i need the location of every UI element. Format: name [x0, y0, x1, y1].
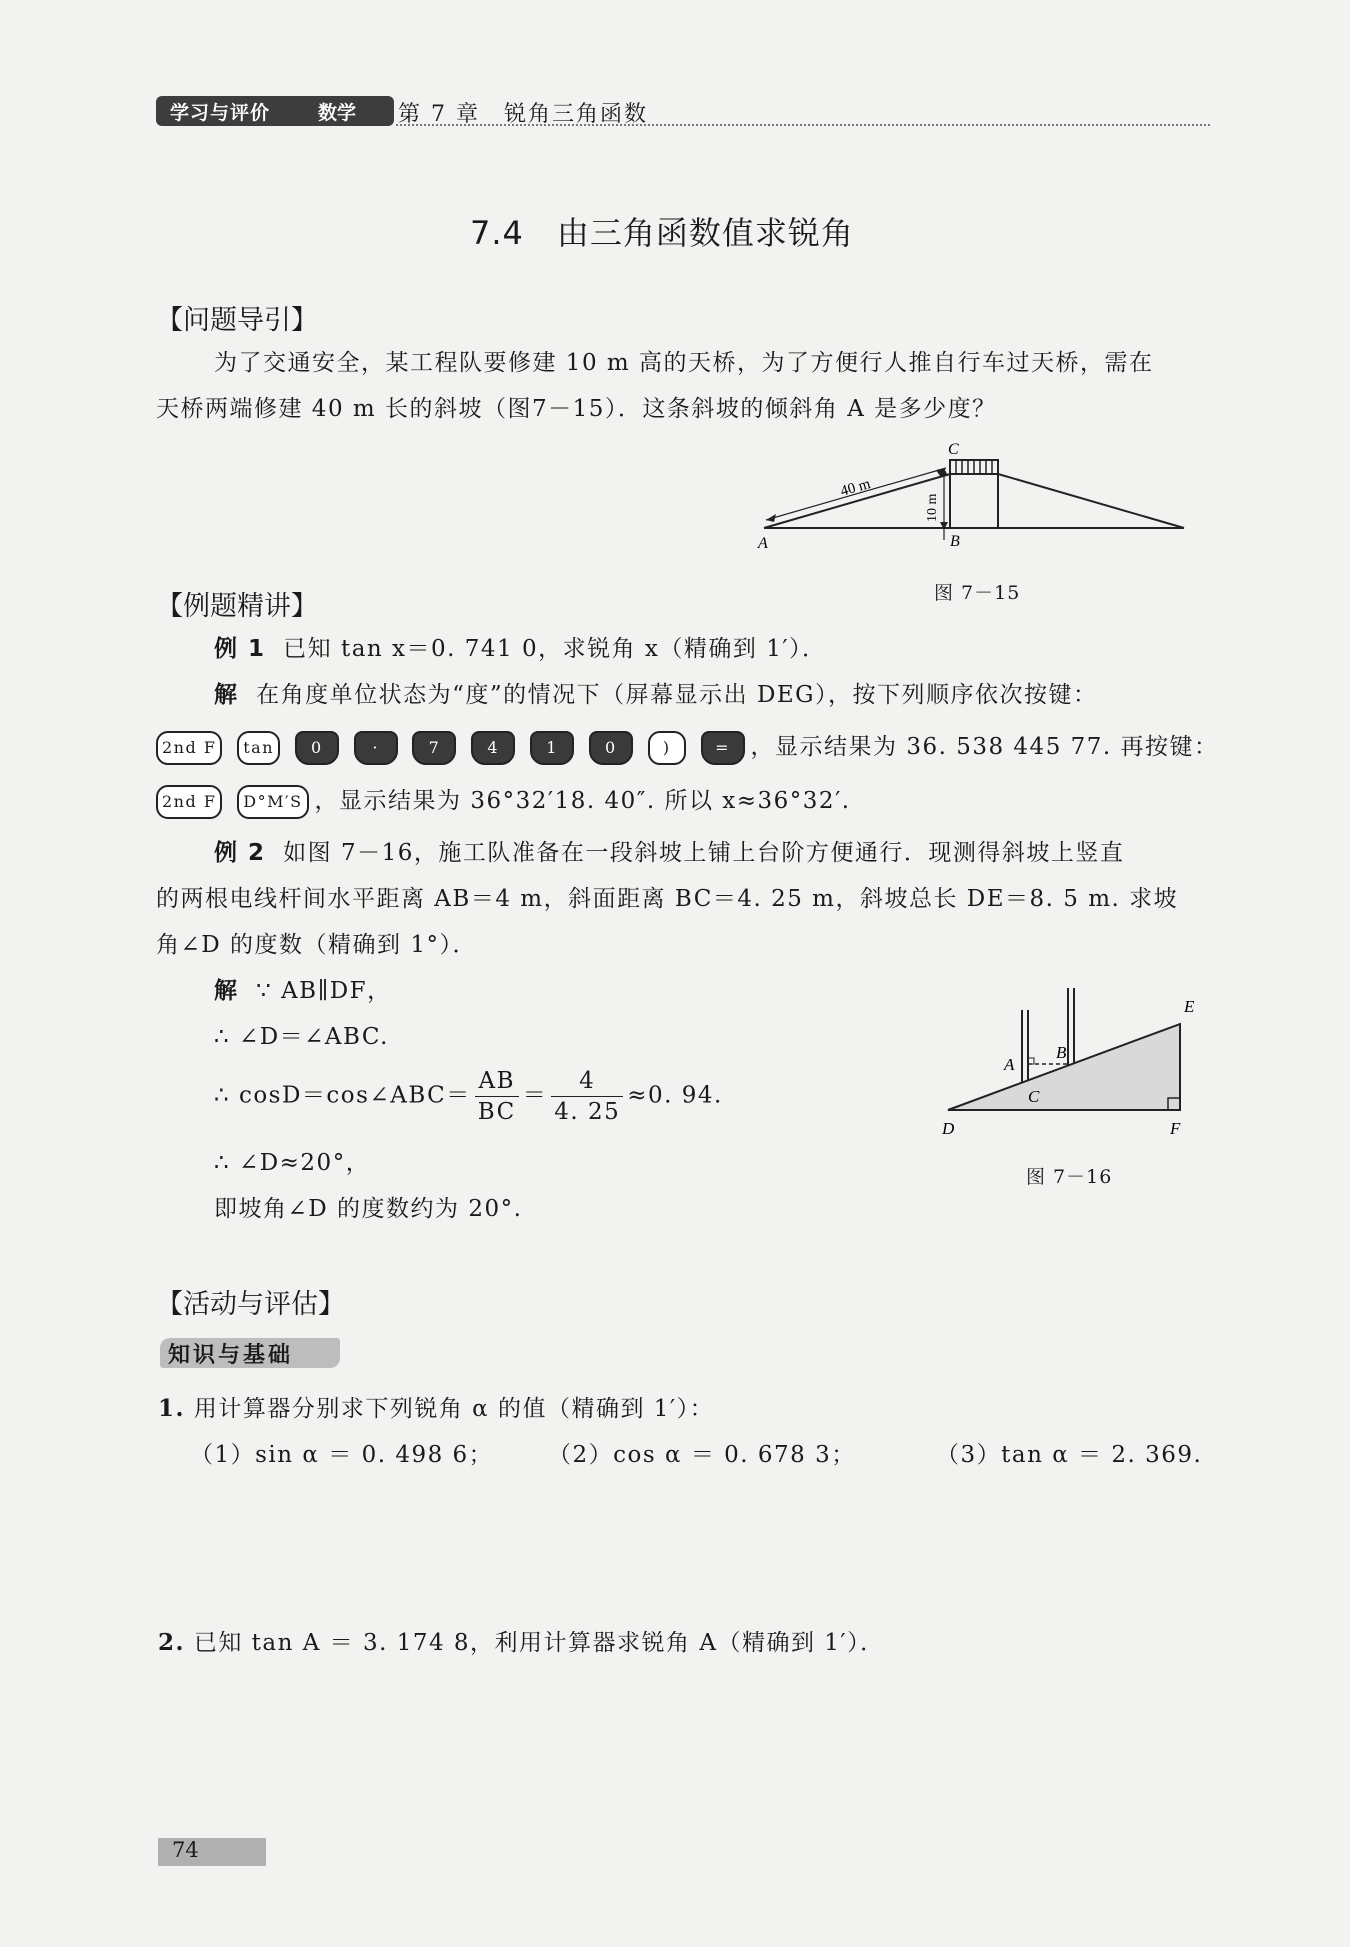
- fig16-label-d: D: [942, 1119, 955, 1138]
- key-0-second: 0: [589, 731, 633, 765]
- fraction-1-denominator: BC: [477, 1099, 516, 1125]
- question-1-number: 1.: [158, 1395, 186, 1422]
- fraction-2-denominator: 4. 25: [554, 1099, 621, 1125]
- fraction-4-425: [551, 1066, 623, 1127]
- key-2ndf-second: 2nd F: [156, 785, 222, 819]
- example-1-solution: [214, 672, 1098, 718]
- section-heading-intro: 【问题导引】: [156, 305, 318, 336]
- fig16-label-b: B: [1056, 1043, 1067, 1062]
- example-2-step-3-suffix: ≈0. 94.: [627, 1082, 723, 1109]
- key-dot: ·: [354, 731, 398, 765]
- key-7: 7: [412, 731, 456, 765]
- fraction-2-numerator: 4: [551, 1066, 623, 1097]
- question-1-part-2: （2）cos α ＝ 0. 678 3；: [548, 1442, 856, 1468]
- question-2-text: 已知 tan A ＝ 3. 174 8，利用计算器求锐角 A（精确到 1′）．: [193, 1630, 885, 1656]
- example-2-step-4: ∴ ∠D≈20°，: [214, 1150, 371, 1176]
- figure-7-15: [750, 440, 1200, 560]
- question-1-part-1: （1）sin α ＝ 0. 498 6；: [190, 1442, 494, 1468]
- header-subject: 数学: [318, 102, 357, 124]
- fig16-label-c: C: [1028, 1087, 1040, 1106]
- key-tan: tan: [237, 731, 280, 765]
- question-2-number: 2.: [158, 1629, 186, 1656]
- fraction-1-numerator: AB: [475, 1066, 519, 1097]
- example-2-step-3-eq: ＝: [522, 1082, 548, 1109]
- header-divider: [396, 124, 1210, 126]
- key-equals: =: [701, 731, 745, 765]
- example-2-step-3-prefix: ∴ cosD＝cos∠ABC＝: [214, 1082, 471, 1109]
- intro-line-1: 为了交通安全，某工程队要修建 10 m 高的天桥，为了方便行人推自行车过天桥，需在: [214, 350, 1154, 376]
- header-chapter: 第 7 章 锐角三角函数: [398, 102, 648, 127]
- knowledge-badge-label: 知识与基础: [168, 1343, 294, 1368]
- example-1-text: 已知 tan x＝0. 741 0，求锐角 x（精确到 1′）．: [283, 636, 827, 662]
- section-heading-examples: 【例题精讲】: [156, 591, 318, 622]
- figure-7-16-caption: 图 7－16: [1026, 1166, 1113, 1188]
- example-2-label: 例 2: [214, 840, 266, 866]
- example-2-conclusion: 即坡角∠D 的度数约为 20°.: [214, 1196, 523, 1222]
- key-0: 0: [295, 731, 339, 765]
- example-1-result: ，显示结果为 36°32′18. 40″. 所以 x≈36°32′.: [314, 788, 851, 814]
- header-book-title: 学习与评价: [170, 102, 271, 124]
- example-2: [214, 830, 1124, 876]
- question-2: [158, 1620, 885, 1666]
- example-2-line-3: 角∠D 的度数（精确到 1°）．: [156, 932, 477, 958]
- key-1: 1: [530, 731, 574, 765]
- question-1-text: 用计算器分别求下列锐角 α 的值（精确到 1′）：: [193, 1396, 715, 1422]
- example-1-key-sequence: [156, 724, 1219, 770]
- fig16-label-a: A: [1004, 1055, 1015, 1074]
- question-1: [158, 1386, 714, 1432]
- fig15-label-b: B: [950, 533, 960, 550]
- figure-7-16: [930, 980, 1200, 1140]
- example-1-label: 例 1: [214, 636, 266, 662]
- example-2-line-1: 如图 7－16，施工队准备在一段斜坡上铺上台阶方便通行．现测得斜坡上竖直: [283, 840, 1125, 866]
- example-1: [214, 626, 827, 672]
- fig16-label-e: E: [1184, 997, 1195, 1016]
- question-1-part-3: （3）tan α ＝ 2. 369.: [936, 1442, 1203, 1468]
- page-title: 7.4 由三角函数值求锐角: [470, 214, 854, 252]
- example-2-step-1-text: ∵ AB∥DF，: [256, 978, 392, 1004]
- example-1-key-sequence-2: [156, 778, 851, 824]
- example-1-solution-label: 解: [214, 682, 239, 708]
- example-2-line-2: 的两根电线杆间水平距离 AB＝4 m，斜面距离 BC＝4. 25 m，斜坡总长 DE＝8. 5 m. 求坡: [156, 886, 1179, 912]
- fig15-label-a: A: [758, 535, 768, 552]
- example-2-step-3: [214, 1066, 723, 1127]
- key-2ndf: 2nd F: [156, 731, 222, 765]
- example-2-step-2: ∴ ∠D＝∠ABC.: [214, 1024, 389, 1050]
- example-1-solution-line-1: 在角度单位状态为“度”的情况下（屏幕显示出 DEG），按下列顺序依次按键：: [256, 682, 1098, 708]
- key-close-paren: ): [648, 731, 686, 765]
- example-2-step-1: [214, 968, 392, 1014]
- example-1-after-keys: ，显示结果为 36. 538 445 77. 再按键：: [750, 734, 1219, 760]
- intro-line-2: 天桥两端修建 40 m 长的斜坡（图7－15）．这条斜坡的倾斜角 A 是多少度？: [156, 396, 997, 422]
- page-number: 74: [172, 1838, 199, 1862]
- section-heading-activity: 【活动与评估】: [156, 1289, 345, 1320]
- fraction-ab-bc: [475, 1066, 519, 1127]
- fig15-slope-length: 40 m: [838, 476, 873, 500]
- figure-7-15-caption: 图 7－15: [934, 582, 1021, 604]
- key-dms: D°M′S: [237, 785, 308, 819]
- fig15-label-c: C: [948, 441, 959, 458]
- fig16-label-f: F: [1170, 1119, 1181, 1138]
- example-2-solution-label: 解: [214, 978, 239, 1004]
- key-4: 4: [471, 731, 515, 765]
- fig15-height: 10 m: [925, 493, 940, 522]
